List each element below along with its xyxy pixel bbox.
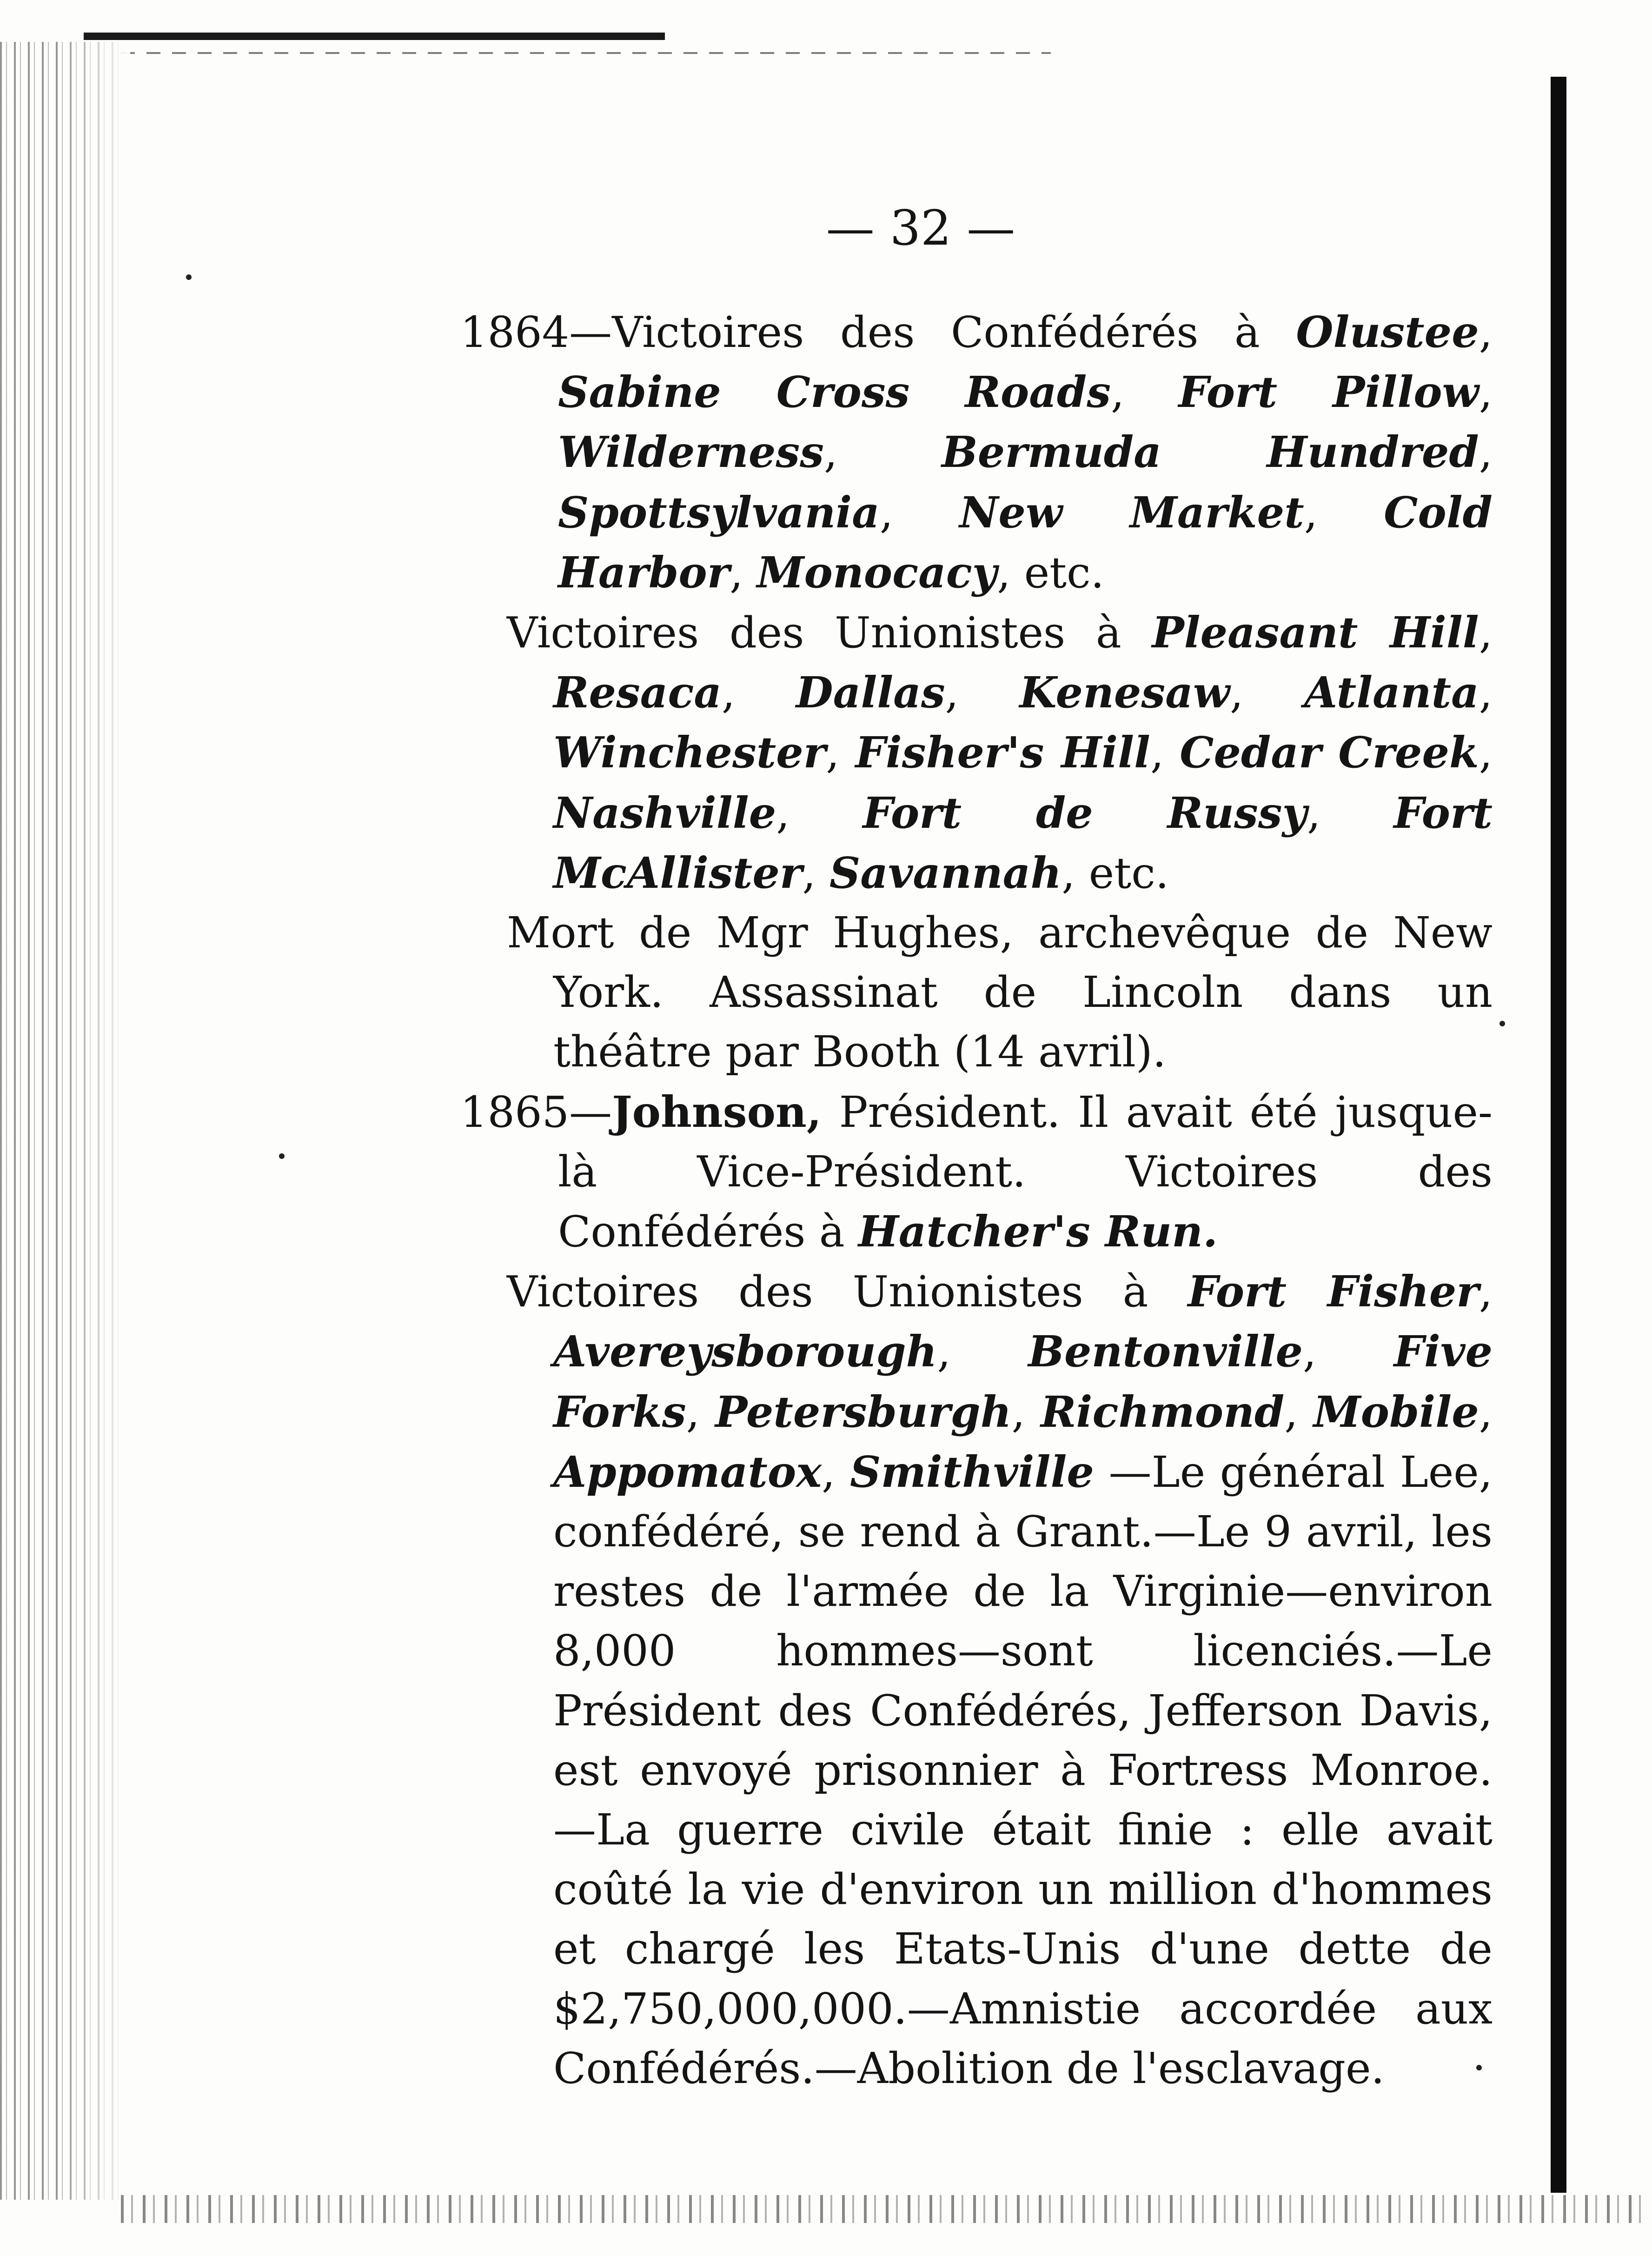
entry-paragraph	[460, 1082, 1493, 1262]
text-run: ,	[730, 547, 757, 598]
place-name: Fort McAllister	[553, 787, 1493, 898]
place-name: Winchester	[553, 727, 826, 778]
entry-1865	[460, 1082, 1493, 2098]
scan-binding-fade	[56, 42, 130, 2200]
place-name: Cedar Creek	[1180, 727, 1479, 778]
text-run: ,	[823, 427, 942, 478]
place-name: Avereysborough	[553, 1326, 937, 1377]
place-name: Olustee	[1296, 307, 1479, 357]
text-run: Mort de Mgr Hughes, archevêque de New York. Assassinat de Lincoln dans un théâtre par Booth (14 avril).	[507, 908, 1493, 1077]
text-run: ,	[1230, 668, 1304, 718]
place-name: Savannah	[829, 847, 1062, 898]
place-name: Bermuda Hundred	[941, 427, 1479, 478]
person-name: Johnson,	[612, 1086, 822, 1137]
place-name: Monocacy	[756, 547, 997, 598]
place-name: Pleasant Hill	[1152, 607, 1479, 658]
text-run: ,	[822, 1447, 850, 1497]
text-run: ,	[1479, 1267, 1493, 1317]
text-run: —	[569, 1087, 612, 1137]
place-name: Resaca	[553, 667, 722, 718]
place-name: Fort de Russy	[862, 787, 1307, 838]
text-run: ,	[1011, 1387, 1041, 1437]
entry-paragraph	[507, 903, 1493, 1082]
entry-paragraph	[507, 603, 1493, 903]
entry-paragraph	[460, 302, 1493, 603]
text-run: , etc.	[997, 547, 1104, 598]
text-run: ,	[1479, 367, 1493, 418]
place-name: Hatcher's Run.	[858, 1206, 1218, 1257]
scan-top-line	[121, 52, 1051, 54]
scan-right-margin-bar	[1551, 77, 1566, 2193]
text-run: ,	[1307, 788, 1394, 838]
place-name: Richmond	[1041, 1386, 1285, 1437]
entry-1864	[460, 302, 1493, 1082]
text-run: ,	[1479, 1387, 1493, 1437]
place-name: Petersburgh	[715, 1386, 1012, 1437]
text-run: ,	[1284, 1387, 1314, 1437]
place-name: Dallas	[796, 667, 945, 718]
place-name: Smithville	[849, 1446, 1094, 1497]
chronology-text	[460, 302, 1493, 2098]
text-run: ,	[1304, 487, 1384, 538]
text-run: ,	[1150, 728, 1180, 778]
page-number: — 32 —	[826, 200, 1015, 256]
text-run: ,	[1479, 668, 1493, 718]
place-name: Nashville	[553, 787, 776, 838]
place-name: Cold Harbor	[558, 487, 1493, 598]
scan-speck	[1499, 1021, 1505, 1026]
year-label: 1864	[460, 307, 570, 357]
text-run: ,	[1479, 307, 1493, 357]
place-name: Kenesaw	[1019, 667, 1230, 718]
text-run: ,	[937, 1327, 1028, 1377]
text-run: ,	[945, 668, 1020, 718]
text-run: ,	[1111, 367, 1179, 418]
place-name: Sabine Cross Roads	[558, 367, 1111, 418]
text-run: ,	[1479, 608, 1493, 658]
place-name: Atlanta	[1304, 667, 1479, 718]
place-name: Wilderness	[558, 427, 824, 478]
scan-bottom-edge	[121, 2195, 1651, 2223]
place-name: Appomatox	[553, 1446, 822, 1497]
text-run: ,	[1479, 728, 1493, 778]
text-run: —Victoires des Confédérés à	[569, 307, 1296, 357]
place-name: Mobile	[1313, 1386, 1479, 1437]
scan-speck	[186, 274, 192, 280]
entry-paragraph	[507, 1262, 1493, 2098]
text-run: ,	[776, 788, 863, 838]
text-run: Président. Il avait été jusque-là Vice-Président. Victoires des Confédérés à	[558, 1087, 1493, 1257]
text-run: ,	[722, 668, 796, 718]
text-run: Victoires des Unionistes à	[507, 1267, 1188, 1317]
scan-speck	[279, 1153, 285, 1159]
scan-top-rule	[84, 33, 665, 40]
text-run: , etc.	[1062, 848, 1169, 898]
text-run: —Le général Lee, confédéré, se rend à Grant.—Le 9 avril, les restes de l'armée de la Virginie—environ 8,000 hommes—sont licenciés.—Le Président des Confédérés, Jefferson Davis, est envoyé prisonnier à Fortress Monroe.—La guerre civile était finie : elle avait coûté la vie d'environ un million d'hommes et chargé les Etats-Unis d'une dette de $2,750,000,000.—Amnistie accordée aux Confédérés.—Abolition de l'esclavage.	[553, 1447, 1493, 2093]
text-run: ,	[1303, 1327, 1394, 1377]
place-name: New Market	[959, 487, 1304, 538]
place-name: Spottsylvania	[558, 487, 880, 538]
place-name: Fort Fisher	[1188, 1266, 1479, 1317]
text-run: ,	[802, 848, 829, 898]
text-run: ,	[826, 728, 856, 778]
text-run: Victoires des Unionistes à	[507, 608, 1152, 658]
text-run: ,	[879, 487, 960, 538]
text-run: ,	[1479, 427, 1493, 478]
text-run: ,	[686, 1387, 716, 1437]
year-label: 1865	[460, 1087, 570, 1137]
place-name: Fisher's Hill	[855, 727, 1151, 778]
place-name: Bentonville	[1028, 1326, 1303, 1377]
place-name: Fort Pillow	[1178, 367, 1479, 418]
place-name: Five Forks	[553, 1326, 1493, 1437]
